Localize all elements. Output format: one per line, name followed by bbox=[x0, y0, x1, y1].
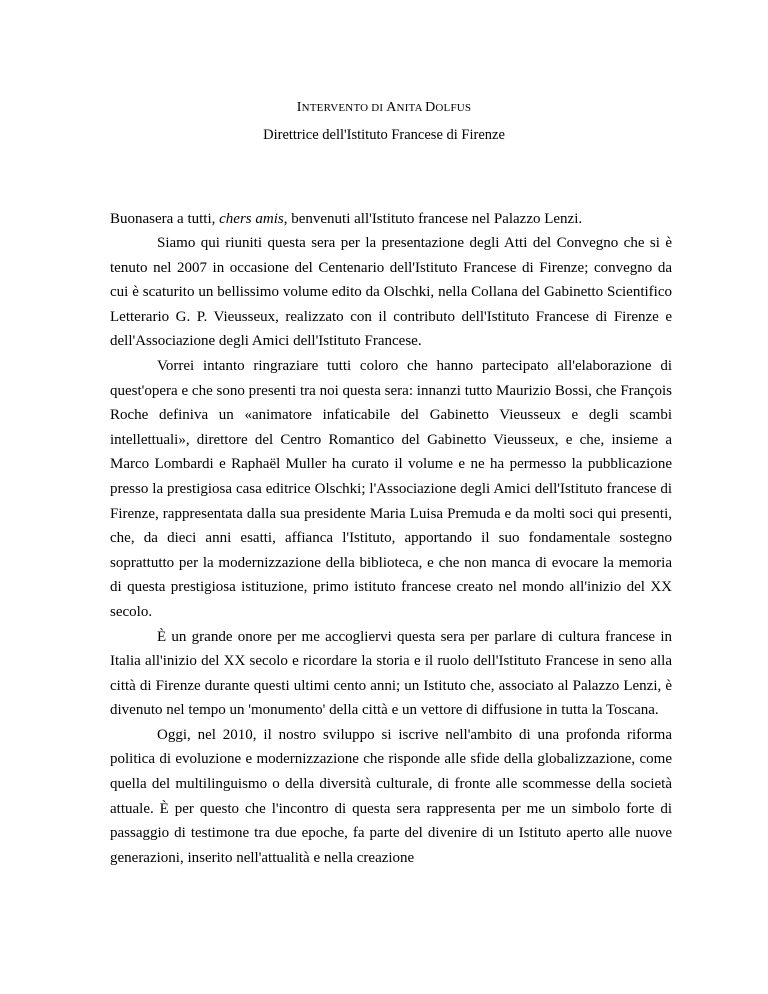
title-initial-a: A bbox=[386, 100, 397, 115]
paragraph: È un grande onore per me accogliervi questa sera per parlare di cultura francese in Italia all'inizio del XX secolo e ricordare la storia e il ruolo dell'Istituto Francese in seno alla città di Firenze durante questi ultimi cento anni; un Istituto che, associato al Palazzo Lenzi, è divenuto nel tempo un 'monumento' della città e un vettore di diffusione in tutta la Toscana. bbox=[110, 628, 672, 719]
greeting-italic: chers amis bbox=[219, 211, 284, 227]
speaker-role: Direttrice dell'Istituto Francese di Firenze bbox=[263, 127, 505, 143]
title-initial-i: I bbox=[296, 100, 302, 115]
greeting-text-before: Buonasera a tutti, bbox=[110, 211, 220, 227]
greeting-line bbox=[110, 208, 670, 231]
speech-body bbox=[110, 231, 672, 870]
speech-title bbox=[0, 100, 768, 116]
title-initial-d: D bbox=[425, 100, 436, 115]
title-part-intervento: NTERVENTO DI bbox=[301, 102, 387, 114]
paragraph: Vorrei intanto ringraziare tutti coloro che hanno partecipato all'elaborazione di quest'opera e che sono presenti tra noi questa sera: innanzi tutto Maurizio Bossi, che François Roche definiva un «animatore infaticabile del Gabinetto Vieusseux e degli scambi intellettuali», direttore del Centro Romantico del Gabinetto Vieusseux, e che, insieme a Marco Lombardi e Raphaël Muller ha curato il volume e ne ha permesso la pubblicazione presso la prestigiosa casa editrice Olschki; l'Associazione degli Amici dell'Istituto francese di Firenze, rappresentata dalla sua presidente Maria Luisa Premuda e da molti soci qui presenti, che, da dieci anni esatti, affianca l'Istituto, apportando il suo fondamentale sostegno soprattutto per la modernizzazione della biblioteca, e che non manca di evocare la memoria di questa prestigiosa istituzione, primo istituto francese creato nel mondo all'inizio del XX secolo. bbox=[110, 357, 672, 620]
title-part-dolfus: OLFUS bbox=[435, 102, 472, 114]
title-part-anita: NITA bbox=[396, 102, 426, 114]
paragraph: Oggi, nel 2010, il nostro sviluppo si iscrive nell'ambito di una profonda riforma politica di evoluzione e modernizzazione che risponde alle sfide della globalizzazione, come quella del multilinguismo o della diversità culturale, di fronte alle scommesse della società attuale. È per questo che l'incontro di questa sera rappresenta per me un simbolo forte di passaggio di testimone tra due epoche, fa parte del divenire di un Istituto aperto alle nuove generazioni, inserito nell'attualità e nella creazione bbox=[110, 726, 672, 866]
greeting-text-after: , benvenuti all'Istituto francese nel Palazzo Lenzi. bbox=[283, 211, 583, 227]
paragraph: Siamo qui riuniti questa sera per la presentazione degli Atti del Convegno che si è tenuto nel 2007 in occasione del Centenario dell'Istituto Francese di Firenze; convegno da cui è scaturito un bellissimo volume edito da Olschki, nella Collana del Gabinetto Scientifico Letterario G. P. Vieusseux, realizzato con il contributo dell'Istituto Francese di Firenze e dell'Associazione degli Amici dell'Istituto Francese. bbox=[110, 235, 672, 350]
